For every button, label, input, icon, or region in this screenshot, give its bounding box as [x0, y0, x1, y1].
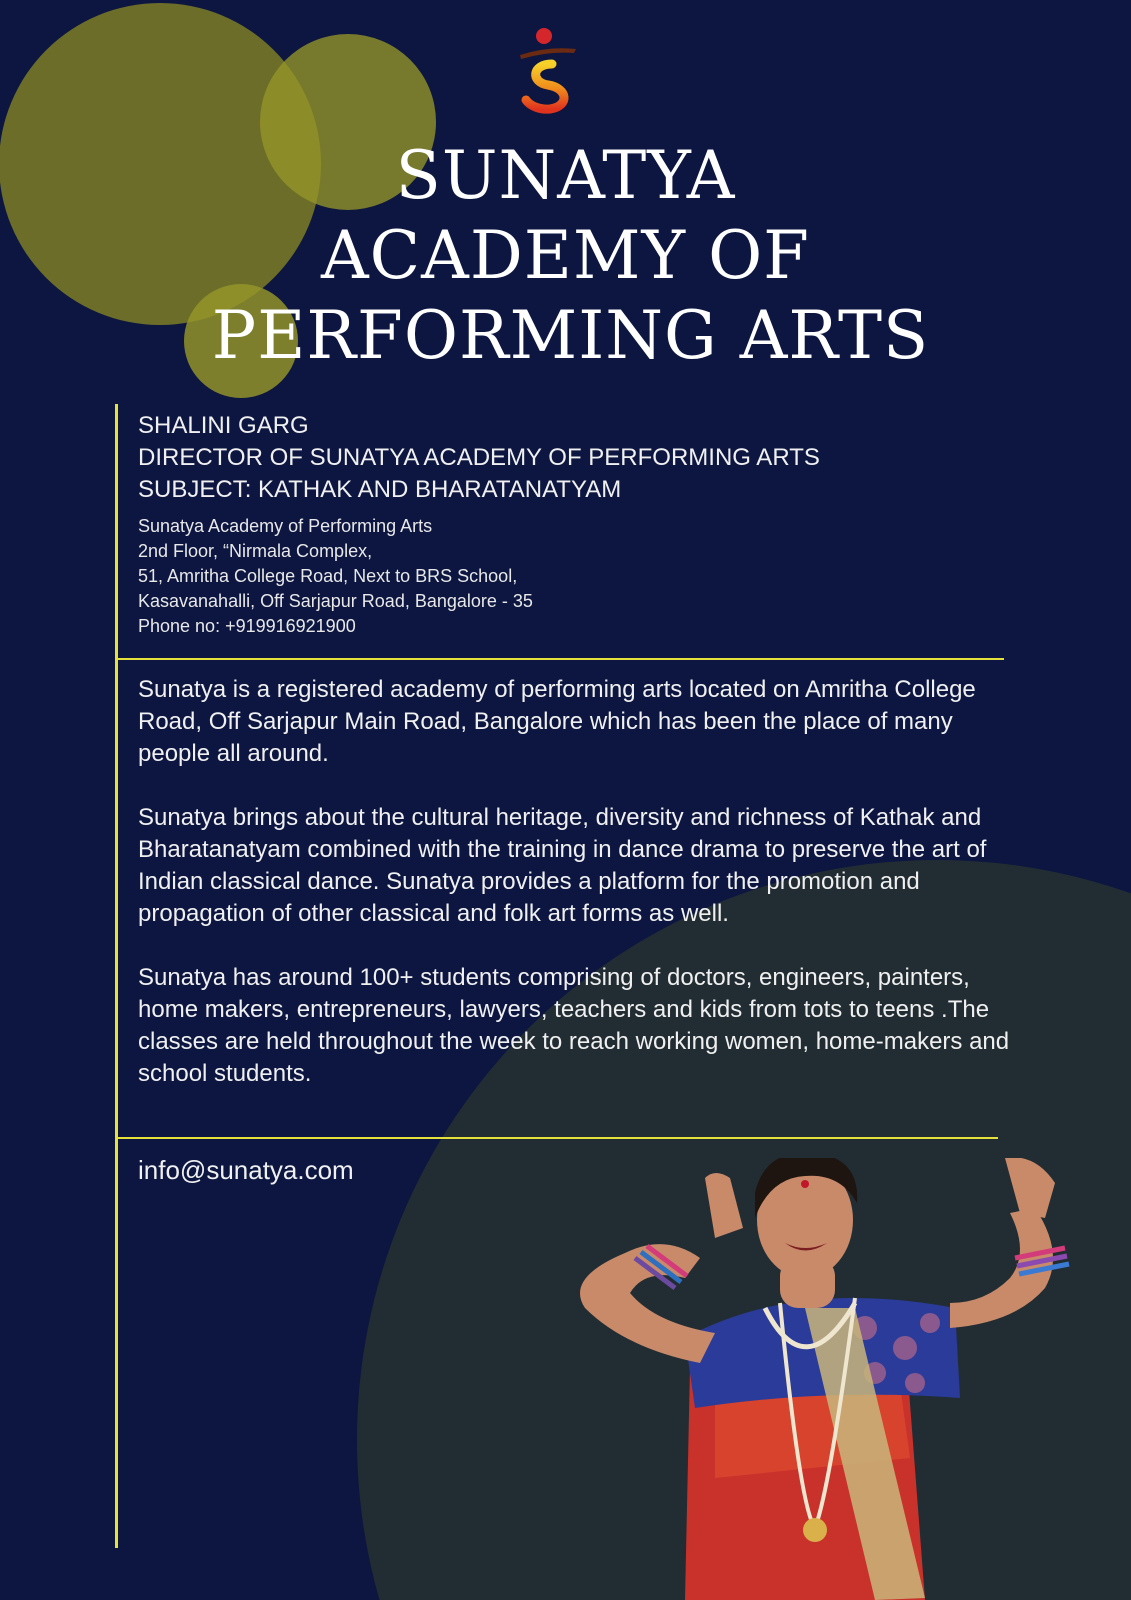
- director-role: DIRECTOR OF SUNATYA ACADEMY OF PERFORMING ARTS: [138, 444, 820, 471]
- address-line-1: Sunatya Academy of Performing Arts: [138, 516, 433, 536]
- title-line-1: SUNATYA: [395, 137, 736, 214]
- paragraph-2: Sunatya brings about the cultural heritage, diversity and richness of Kathak and Bharatanatyam combined with the training in dance drama to preserve the art of Indian classical dance. Sunatya provides a platform for the promotion and propagation of other classical and folk art forms as well.: [138, 804, 987, 927]
- email-link[interactable]: info@sunatya.com: [138, 1155, 354, 1185]
- body-text: [138, 674, 1028, 1122]
- paragraph-1: Sunatya is a registered academy of performing arts located on Amritha College Road, Off Sarjapur Main Road, Bangalore which has been the place of many people all around.: [138, 676, 976, 767]
- dancer-photo: [565, 1158, 1105, 1600]
- address-line-3: 51, Amritha College Road, Next to BRS School,: [138, 566, 518, 586]
- address-block: [138, 514, 533, 639]
- page-title: [0, 136, 1131, 376]
- paragraph-3: Sunatya has around 100+ students comprising of doctors, engineers, painters, home makers, entrepreneurs, lawyers, teachers and kids from tots to teens .The classes are held throughout the week to reach working women, home-makers and school students.: [138, 964, 1010, 1087]
- divider-top: [118, 658, 1004, 660]
- director-name: SHALINI GARG: [138, 412, 309, 439]
- sunatya-logo-icon: [516, 24, 596, 120]
- vertical-accent-bar: [115, 404, 118, 1548]
- phone-number: Phone no: +919916921900: [138, 616, 356, 636]
- address-line-4: Kasavanahalli, Off Sarjapur Road, Bangalore - 35: [138, 591, 533, 611]
- address-line-2: 2nd Floor, “Nirmala Complex,: [138, 541, 373, 561]
- divider-bottom: [118, 1137, 998, 1139]
- title-line-2: ACADEMY OF: [321, 217, 810, 294]
- title-line-3: PERFORMING ARTS: [211, 297, 930, 374]
- director-subject: SUBJECT: KATHAK AND BHARATANATYAM: [138, 476, 622, 503]
- director-info: [138, 410, 820, 506]
